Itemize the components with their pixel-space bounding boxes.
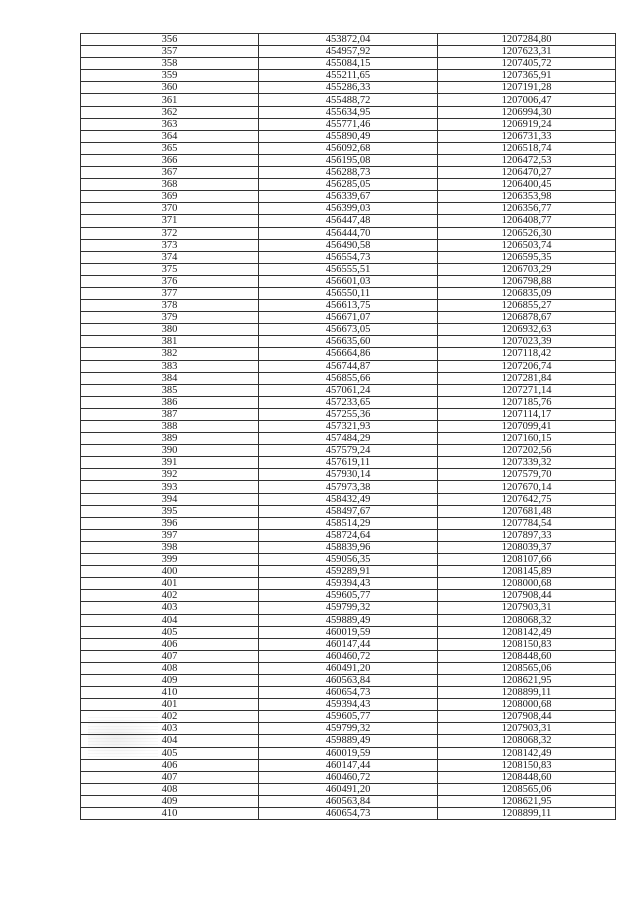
- x-coordinate-cell: 458724,64: [259, 529, 438, 541]
- table-row: [81, 723, 616, 735]
- point-number-cell: 375: [81, 263, 259, 275]
- table-row: [81, 287, 616, 299]
- table-row: [81, 384, 616, 396]
- point-number-cell: 403: [81, 723, 259, 735]
- y-coordinate-cell: 1207206,74: [438, 360, 616, 372]
- x-coordinate-cell: 460654,73: [259, 808, 438, 820]
- x-coordinate-cell: 456635,60: [259, 336, 438, 348]
- point-number-cell: 386: [81, 396, 259, 408]
- table-row: [81, 239, 616, 251]
- y-coordinate-cell: 1206353,98: [438, 191, 616, 203]
- point-number-cell: 410: [81, 808, 259, 820]
- y-coordinate-cell: 1207202,56: [438, 445, 616, 457]
- point-number-cell: 391: [81, 457, 259, 469]
- x-coordinate-cell: 453872,04: [259, 34, 438, 46]
- point-number-cell: 388: [81, 421, 259, 433]
- table-row: [81, 638, 616, 650]
- point-number-cell: 369: [81, 191, 259, 203]
- point-number-cell: 399: [81, 554, 259, 566]
- point-number-cell: 378: [81, 300, 259, 312]
- x-coordinate-cell: 456550,11: [259, 287, 438, 299]
- table-row: [81, 179, 616, 191]
- y-coordinate-cell: 1206919,24: [438, 118, 616, 130]
- x-coordinate-cell: 457233,65: [259, 396, 438, 408]
- table-row: [81, 433, 616, 445]
- y-coordinate-cell: 1206798,88: [438, 275, 616, 287]
- x-coordinate-cell: 456613,75: [259, 300, 438, 312]
- point-number-cell: 374: [81, 251, 259, 263]
- x-coordinate-cell: 456285,05: [259, 179, 438, 191]
- point-number-cell: 363: [81, 118, 259, 130]
- table-row: [81, 808, 616, 820]
- table-row: [81, 118, 616, 130]
- x-coordinate-cell: 455634,95: [259, 106, 438, 118]
- x-coordinate-cell: 458432,49: [259, 493, 438, 505]
- y-coordinate-cell: 1208150,83: [438, 759, 616, 771]
- y-coordinate-cell: 1208107,66: [438, 554, 616, 566]
- x-coordinate-cell: 456444,70: [259, 227, 438, 239]
- point-number-cell: 364: [81, 130, 259, 142]
- table-row: [81, 300, 616, 312]
- point-number-cell: 357: [81, 46, 259, 58]
- point-number-cell: 383: [81, 360, 259, 372]
- y-coordinate-cell: 1207365,91: [438, 70, 616, 82]
- point-number-cell: 408: [81, 783, 259, 795]
- table-row: [81, 505, 616, 517]
- y-coordinate-cell: 1207006,47: [438, 94, 616, 106]
- coordinates-table-body: [81, 34, 616, 820]
- y-coordinate-cell: 1206703,29: [438, 263, 616, 275]
- table-row: [81, 529, 616, 541]
- y-coordinate-cell: 1207191,28: [438, 82, 616, 94]
- point-number-cell: 385: [81, 384, 259, 396]
- point-number-cell: 367: [81, 167, 259, 179]
- point-number-cell: 370: [81, 203, 259, 215]
- point-number-cell: 379: [81, 312, 259, 324]
- coordinates-table: [80, 33, 616, 820]
- point-number-cell: 402: [81, 711, 259, 723]
- table-row: [81, 142, 616, 154]
- point-number-cell: 365: [81, 142, 259, 154]
- y-coordinate-cell: 1208621,95: [438, 795, 616, 807]
- table-row: [81, 541, 616, 553]
- table-row: [81, 771, 616, 783]
- table-row: [81, 251, 616, 263]
- point-number-cell: 408: [81, 662, 259, 674]
- point-number-cell: 398: [81, 541, 259, 553]
- y-coordinate-cell: 1208000,68: [438, 578, 616, 590]
- y-coordinate-cell: 1207623,31: [438, 46, 616, 58]
- x-coordinate-cell: 455771,46: [259, 118, 438, 130]
- y-coordinate-cell: 1208621,95: [438, 674, 616, 686]
- point-number-cell: 404: [81, 735, 259, 747]
- x-coordinate-cell: 459799,32: [259, 602, 438, 614]
- point-number-cell: 406: [81, 638, 259, 650]
- point-number-cell: 392: [81, 469, 259, 481]
- table-row: [81, 457, 616, 469]
- table-row: [81, 662, 616, 674]
- point-number-cell: 380: [81, 324, 259, 336]
- x-coordinate-cell: 458839,96: [259, 541, 438, 553]
- y-coordinate-cell: 1206994,30: [438, 106, 616, 118]
- y-coordinate-cell: 1206878,67: [438, 312, 616, 324]
- table-row: [81, 687, 616, 699]
- point-number-cell: 404: [81, 614, 259, 626]
- x-coordinate-cell: 456555,51: [259, 263, 438, 275]
- point-number-cell: 401: [81, 699, 259, 711]
- y-coordinate-cell: 1208000,68: [438, 699, 616, 711]
- y-coordinate-cell: 1207271,14: [438, 384, 616, 396]
- y-coordinate-cell: 1208899,11: [438, 687, 616, 699]
- y-coordinate-cell: 1207681,48: [438, 505, 616, 517]
- point-number-cell: 387: [81, 408, 259, 420]
- table-row: [81, 34, 616, 46]
- point-number-cell: 396: [81, 517, 259, 529]
- table-row: [81, 396, 616, 408]
- table-row: [81, 795, 616, 807]
- table-row: [81, 445, 616, 457]
- table-row: [81, 275, 616, 287]
- y-coordinate-cell: 1207908,44: [438, 590, 616, 602]
- y-coordinate-cell: 1208448,60: [438, 771, 616, 783]
- x-coordinate-cell: 459889,49: [259, 614, 438, 626]
- x-coordinate-cell: 454957,92: [259, 46, 438, 58]
- table-row: [81, 408, 616, 420]
- point-number-cell: 359: [81, 70, 259, 82]
- x-coordinate-cell: 455084,15: [259, 58, 438, 70]
- y-coordinate-cell: 1206932,63: [438, 324, 616, 336]
- y-coordinate-cell: 1207903,31: [438, 602, 616, 614]
- table-row: [81, 578, 616, 590]
- x-coordinate-cell: 456092,68: [259, 142, 438, 154]
- x-coordinate-cell: 456447,48: [259, 215, 438, 227]
- x-coordinate-cell: 459889,49: [259, 735, 438, 747]
- y-coordinate-cell: 1208565,06: [438, 783, 616, 795]
- table-row: [81, 324, 616, 336]
- table-row: [81, 747, 616, 759]
- table-row: [81, 735, 616, 747]
- point-number-cell: 406: [81, 759, 259, 771]
- y-coordinate-cell: 1206408,77: [438, 215, 616, 227]
- y-coordinate-cell: 1206503,74: [438, 239, 616, 251]
- table-row: [81, 46, 616, 58]
- y-coordinate-cell: 1207114,17: [438, 408, 616, 420]
- table-row: [81, 82, 616, 94]
- point-number-cell: 361: [81, 94, 259, 106]
- table-row: [81, 70, 616, 82]
- point-number-cell: 389: [81, 433, 259, 445]
- y-coordinate-cell: 1206470,27: [438, 167, 616, 179]
- y-coordinate-cell: 1206518,74: [438, 142, 616, 154]
- y-coordinate-cell: 1208142,49: [438, 747, 616, 759]
- x-coordinate-cell: 459289,91: [259, 566, 438, 578]
- x-coordinate-cell: 460563,84: [259, 795, 438, 807]
- x-coordinate-cell: 459394,43: [259, 578, 438, 590]
- x-coordinate-cell: 460654,73: [259, 687, 438, 699]
- point-number-cell: 394: [81, 493, 259, 505]
- table-row: [81, 759, 616, 771]
- y-coordinate-cell: 1206595,35: [438, 251, 616, 263]
- table-row: [81, 783, 616, 795]
- x-coordinate-cell: 458497,67: [259, 505, 438, 517]
- point-number-cell: 405: [81, 626, 259, 638]
- y-coordinate-cell: 1206400,45: [438, 179, 616, 191]
- y-coordinate-cell: 1206835,09: [438, 287, 616, 299]
- y-coordinate-cell: 1206855,27: [438, 300, 616, 312]
- x-coordinate-cell: 456673,05: [259, 324, 438, 336]
- x-coordinate-cell: 456601,03: [259, 275, 438, 287]
- x-coordinate-cell: 460019,59: [259, 626, 438, 638]
- y-coordinate-cell: 1207405,72: [438, 58, 616, 70]
- x-coordinate-cell: 459605,77: [259, 590, 438, 602]
- table-row: [81, 517, 616, 529]
- point-number-cell: 382: [81, 348, 259, 360]
- table-row: [81, 167, 616, 179]
- x-coordinate-cell: 459799,32: [259, 723, 438, 735]
- x-coordinate-cell: 460491,20: [259, 662, 438, 674]
- x-coordinate-cell: 456195,08: [259, 154, 438, 166]
- table-row: [81, 312, 616, 324]
- y-coordinate-cell: 1208068,32: [438, 614, 616, 626]
- y-coordinate-cell: 1207281,84: [438, 372, 616, 384]
- y-coordinate-cell: 1206356,77: [438, 203, 616, 215]
- table-row: [81, 711, 616, 723]
- point-number-cell: 403: [81, 602, 259, 614]
- x-coordinate-cell: 457579,24: [259, 445, 438, 457]
- point-number-cell: 366: [81, 154, 259, 166]
- point-number-cell: 384: [81, 372, 259, 384]
- x-coordinate-cell: 460147,44: [259, 759, 438, 771]
- y-coordinate-cell: 1207185,76: [438, 396, 616, 408]
- point-number-cell: 381: [81, 336, 259, 348]
- y-coordinate-cell: 1207579,70: [438, 469, 616, 481]
- x-coordinate-cell: 456288,73: [259, 167, 438, 179]
- point-number-cell: 373: [81, 239, 259, 251]
- table-row: [81, 421, 616, 433]
- x-coordinate-cell: 460563,84: [259, 674, 438, 686]
- table-row: [81, 372, 616, 384]
- x-coordinate-cell: 457061,24: [259, 384, 438, 396]
- point-number-cell: 371: [81, 215, 259, 227]
- table-row: [81, 203, 616, 215]
- y-coordinate-cell: 1207908,44: [438, 711, 616, 723]
- y-coordinate-cell: 1207118,42: [438, 348, 616, 360]
- table-row: [81, 469, 616, 481]
- y-coordinate-cell: 1207099,41: [438, 421, 616, 433]
- table-row: [81, 614, 616, 626]
- table-row: [81, 674, 616, 686]
- x-coordinate-cell: 456855,66: [259, 372, 438, 384]
- x-coordinate-cell: 457255,36: [259, 408, 438, 420]
- x-coordinate-cell: 456664,86: [259, 348, 438, 360]
- x-coordinate-cell: 459605,77: [259, 711, 438, 723]
- x-coordinate-cell: 457484,29: [259, 433, 438, 445]
- table-row: [81, 215, 616, 227]
- x-coordinate-cell: 457321,93: [259, 421, 438, 433]
- x-coordinate-cell: 460460,72: [259, 650, 438, 662]
- table-row: [81, 602, 616, 614]
- table-row: [81, 590, 616, 602]
- x-coordinate-cell: 455488,72: [259, 94, 438, 106]
- table-row: [81, 130, 616, 142]
- y-coordinate-cell: 1207284,80: [438, 34, 616, 46]
- table-row: [81, 336, 616, 348]
- x-coordinate-cell: 456744,87: [259, 360, 438, 372]
- table-row: [81, 626, 616, 638]
- x-coordinate-cell: 456554,73: [259, 251, 438, 263]
- table-row: [81, 191, 616, 203]
- x-coordinate-cell: 455890,49: [259, 130, 438, 142]
- point-number-cell: 362: [81, 106, 259, 118]
- table-row: [81, 554, 616, 566]
- point-number-cell: 395: [81, 505, 259, 517]
- y-coordinate-cell: 1207784,54: [438, 517, 616, 529]
- x-coordinate-cell: 459394,43: [259, 699, 438, 711]
- x-coordinate-cell: 455211,65: [259, 70, 438, 82]
- table-row: [81, 348, 616, 360]
- table-row: [81, 58, 616, 70]
- y-coordinate-cell: 1208899,11: [438, 808, 616, 820]
- y-coordinate-cell: 1208142,49: [438, 626, 616, 638]
- table-row: [81, 481, 616, 493]
- y-coordinate-cell: 1208039,37: [438, 541, 616, 553]
- point-number-cell: 358: [81, 58, 259, 70]
- point-number-cell: 368: [81, 179, 259, 191]
- table-row: [81, 263, 616, 275]
- point-number-cell: 405: [81, 747, 259, 759]
- y-coordinate-cell: 1207903,31: [438, 723, 616, 735]
- point-number-cell: 393: [81, 481, 259, 493]
- y-coordinate-cell: 1208068,32: [438, 735, 616, 747]
- point-number-cell: 372: [81, 227, 259, 239]
- x-coordinate-cell: 460019,59: [259, 747, 438, 759]
- x-coordinate-cell: 460460,72: [259, 771, 438, 783]
- y-coordinate-cell: 1207897,33: [438, 529, 616, 541]
- x-coordinate-cell: 456339,67: [259, 191, 438, 203]
- x-coordinate-cell: 456490,58: [259, 239, 438, 251]
- x-coordinate-cell: 456399,03: [259, 203, 438, 215]
- point-number-cell: 376: [81, 275, 259, 287]
- point-number-cell: 402: [81, 590, 259, 602]
- y-coordinate-cell: 1206472,53: [438, 154, 616, 166]
- y-coordinate-cell: 1208145,89: [438, 566, 616, 578]
- y-coordinate-cell: 1208150,83: [438, 638, 616, 650]
- y-coordinate-cell: 1206526,30: [438, 227, 616, 239]
- point-number-cell: 409: [81, 795, 259, 807]
- table-row: [81, 154, 616, 166]
- x-coordinate-cell: 457973,38: [259, 481, 438, 493]
- table-row: [81, 566, 616, 578]
- point-number-cell: 397: [81, 529, 259, 541]
- y-coordinate-cell: 1208448,60: [438, 650, 616, 662]
- table-row: [81, 227, 616, 239]
- point-number-cell: 377: [81, 287, 259, 299]
- point-number-cell: 390: [81, 445, 259, 457]
- y-coordinate-cell: 1207670,14: [438, 481, 616, 493]
- point-number-cell: 400: [81, 566, 259, 578]
- table-row: [81, 650, 616, 662]
- y-coordinate-cell: 1206731,33: [438, 130, 616, 142]
- x-coordinate-cell: 460147,44: [259, 638, 438, 650]
- x-coordinate-cell: 457930,14: [259, 469, 438, 481]
- table-row: [81, 94, 616, 106]
- x-coordinate-cell: 455286,33: [259, 82, 438, 94]
- table-row: [81, 699, 616, 711]
- table-row: [81, 360, 616, 372]
- point-number-cell: 409: [81, 674, 259, 686]
- y-coordinate-cell: 1207160,15: [438, 433, 616, 445]
- x-coordinate-cell: 458514,29: [259, 517, 438, 529]
- point-number-cell: 407: [81, 771, 259, 783]
- y-coordinate-cell: 1207023,39: [438, 336, 616, 348]
- point-number-cell: 410: [81, 687, 259, 699]
- table-row: [81, 106, 616, 118]
- x-coordinate-cell: 456671,07: [259, 312, 438, 324]
- x-coordinate-cell: 459056,35: [259, 554, 438, 566]
- y-coordinate-cell: 1208565,06: [438, 662, 616, 674]
- point-number-cell: 356: [81, 34, 259, 46]
- point-number-cell: 401: [81, 578, 259, 590]
- x-coordinate-cell: 457619,11: [259, 457, 438, 469]
- point-number-cell: 360: [81, 82, 259, 94]
- table-row: [81, 493, 616, 505]
- point-number-cell: 407: [81, 650, 259, 662]
- y-coordinate-cell: 1207642,75: [438, 493, 616, 505]
- y-coordinate-cell: 1207339,32: [438, 457, 616, 469]
- x-coordinate-cell: 460491,20: [259, 783, 438, 795]
